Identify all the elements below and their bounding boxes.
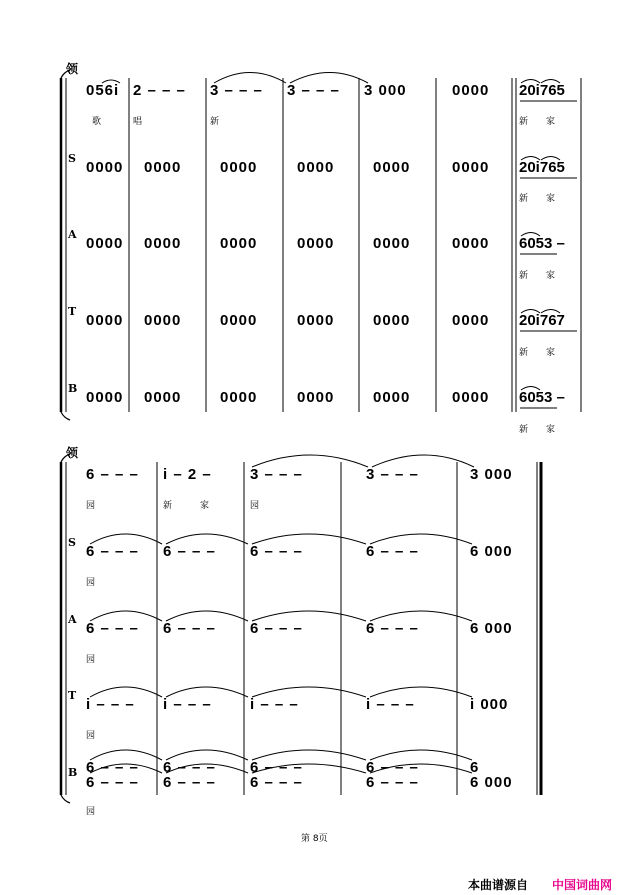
measure: 6 – – – — [163, 759, 216, 776]
measure: 3 – – – — [287, 82, 340, 99]
measure: 0000 — [373, 312, 411, 329]
measure: 0000 — [220, 389, 258, 406]
measure: 6 000 — [470, 774, 513, 791]
measure: 6 000 — [470, 543, 513, 560]
measure: 0000 — [297, 389, 335, 406]
measure: 6 – – – — [250, 774, 303, 791]
measure: 0000 — [373, 235, 411, 252]
lyric: 新 — [519, 425, 529, 435]
measure: 3 000 — [470, 466, 513, 483]
lyric: 园 — [250, 501, 260, 511]
measure: 0000 — [86, 312, 124, 329]
lead-label: 领 — [66, 62, 79, 76]
lyric: 园 — [86, 578, 96, 588]
measure: 0000 — [144, 159, 182, 176]
measure: 6 – – – — [250, 620, 303, 637]
lyric: 家 — [546, 194, 556, 204]
part-label-s: S — [68, 536, 76, 549]
measure: 6 – – – — [163, 774, 216, 791]
measure: 6053 – — [519, 389, 565, 406]
lead-label: 领 — [66, 446, 79, 460]
measure: i – – – — [86, 696, 135, 713]
measure: 3 – – – — [250, 466, 303, 483]
measure: i – 2 – — [163, 466, 212, 483]
lyric: 新 — [210, 117, 220, 127]
lyric: 新 — [519, 271, 529, 281]
lyric: 园 — [86, 731, 96, 741]
measure: 3 – – – — [210, 82, 263, 99]
measure: 0000 — [297, 235, 335, 252]
part-label-t: T — [68, 689, 77, 702]
measure: 0000 — [86, 235, 124, 252]
measure: 20i767 — [519, 312, 565, 329]
lyric: 家 — [200, 501, 210, 511]
measure: 0000 — [452, 312, 490, 329]
lyric: 家 — [546, 271, 556, 281]
measure: 6 – – – — [163, 543, 216, 560]
measure: i – – – — [366, 696, 415, 713]
measure: 6 – – – — [86, 466, 139, 483]
measure: 0000 — [452, 159, 490, 176]
lyric: 新 — [519, 194, 529, 204]
part-label-b: B — [68, 766, 78, 779]
lyric: 新 — [519, 348, 529, 358]
lyric: 园 — [86, 655, 96, 665]
part-label-t: T — [68, 305, 77, 318]
measure: 6 – – – — [250, 759, 303, 776]
measure: 0000 — [144, 235, 182, 252]
measure: i – – – — [250, 696, 299, 713]
measure: 0000 — [297, 159, 335, 176]
measure: 0000 — [373, 159, 411, 176]
measure: 20i765 — [519, 159, 565, 176]
lyric: 园 — [86, 501, 96, 511]
measure: 3 – – – — [366, 466, 419, 483]
source-label: 本曲谱源自 — [468, 878, 529, 892]
measure: 0000 — [373, 389, 411, 406]
measure: 0000 — [452, 389, 490, 406]
measure: 056i — [86, 82, 120, 99]
measure: 6053 – — [519, 235, 565, 252]
measure: 6 – – – — [86, 620, 139, 637]
part-label-a: A — [68, 228, 77, 241]
measure: 6 – – – — [86, 543, 139, 560]
lyric: 新 — [519, 117, 529, 127]
measure: 0000 — [144, 389, 182, 406]
site-name[interactable]: 中国词曲网 — [552, 878, 613, 892]
lyric: 家 — [546, 117, 556, 127]
lyric: 园 — [86, 807, 96, 817]
measure: 6 000 — [470, 620, 513, 637]
lyric: 家 — [546, 425, 556, 435]
measure: 6 – – – — [366, 620, 419, 637]
measure: 6 – – – — [86, 774, 139, 791]
measure: 6 – – – — [163, 620, 216, 637]
measure: 2 – – – — [133, 82, 186, 99]
measure: 6 – – – — [366, 543, 419, 560]
part-label-a: A — [68, 613, 77, 626]
measure: 0000 — [452, 82, 490, 99]
measure: 0000 — [86, 159, 124, 176]
measure: 6 – – – — [86, 759, 139, 776]
measure: 6 – – – — [250, 543, 303, 560]
lyric: 家 — [546, 348, 556, 358]
lyric: 新 — [163, 501, 173, 511]
measure: i 000 — [470, 696, 509, 713]
measure: 0000 — [220, 159, 258, 176]
measure: 0000 — [452, 235, 490, 252]
measure: 0000 — [144, 312, 182, 329]
measure: 6 — [470, 759, 480, 776]
part-label-s: S — [68, 152, 76, 165]
measure: 0000 — [297, 312, 335, 329]
lyric: 歌 — [92, 117, 102, 127]
measure: 3 000 — [364, 82, 407, 99]
measure: i – – – — [163, 696, 212, 713]
measure: 0000 — [86, 389, 124, 406]
lyric: 唱 — [133, 117, 143, 127]
measure: 6 – – – — [366, 759, 419, 776]
measure: 6 – – – — [366, 774, 419, 791]
measure: 20i765 — [519, 82, 565, 99]
measure: 0000 — [220, 312, 258, 329]
part-label-b: B — [68, 382, 78, 395]
page-number: 第 8页 — [301, 834, 328, 844]
measure: 0000 — [220, 235, 258, 252]
